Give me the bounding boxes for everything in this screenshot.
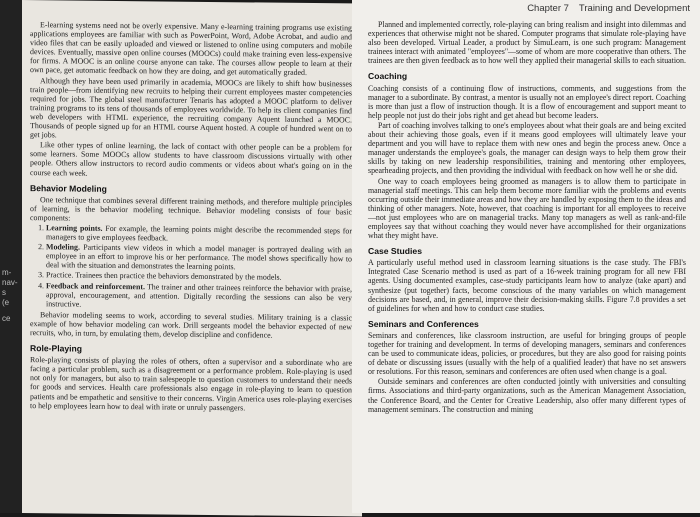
- list-item-text: Practice. Trainees then practice the behaviors demonstrated by the models.: [46, 270, 282, 283]
- paragraph: E-learning systems need not be overly expensive. Many e-learning training programs use existing applications employees are familiar with such as PowerPoint, Word, Adobe Acrobat, and audio and video files that can be easily uploaded and viewed or listened to online using computers and mobile devices. Eventually, massive open online courses (MOOCs) could make training even less-expensive for firms. A MOOC is an online course anyone can take. The courses allow people to learn at their own pace, get automatic feedback on how they are doing, and get automatically graded.: [30, 20, 352, 78]
- list-item-text: The trainer and other trainees reinforce the behavior with praise, approval, encouragement, and attention. Digitally recording the sessions can also be very instructive.: [46, 281, 352, 309]
- paragraph: Part of coaching involves talking to one's employees about what their goals are and being excited about their achieving those goals, even if it means good employees will ultimately leave your department and you will have to replace them with new ones and begin the process anew. Once a manager understands the employee's goals, the manager can design ways to help them grow their skills by taking on new leadership responsibilities, training and mentoring other employees, spearheading projects, and then providing the individual with feedback on how well he or she did.: [368, 120, 686, 176]
- chapter-number: Chapter 7: [527, 3, 569, 14]
- paragraph: One way to coach employees being groomed as managers is to allow them to participate in managerial staff meetings. This can help them become more familiar with the problems and events occurring outside their immediate areas and how they are handled by exposing them to the ideas and thinking of other managers. Note, however, that coaching is important for all employees to receive—not just employees who are on managerial tracks. Many top managers as well as rank-and-file employees say that without coaching they would never have accomplished for their organizations what they might have.: [368, 176, 686, 241]
- list-item: [46, 242, 352, 272]
- list-item-lead: Learning points.: [46, 223, 103, 233]
- paragraph: Like other types of online learning, the lack of contact with other people can be a problem for some learners. Some MOOCs allow students to have classroom discussions virtually with other people. Others allow instructors to record audio comments or videos about what's going on in the course each week.: [30, 140, 352, 178]
- gutter-mark: s: [2, 288, 6, 297]
- list-item: [46, 223, 352, 244]
- list-item-text: Participants view videos in which a model manager is portrayed dealing with an employee in an effort to improve his or her performance. The model shows specifically how to deal with the situation and demonstrates the learning points.: [46, 242, 352, 272]
- running-header: [527, 3, 690, 14]
- paragraph: Planned and implemented correctly, role-playing can bring realism and insight into dilemmas and experiences that otherwise might not be shared. Computer programs that simulate role-playing have also been developed. Virtual Leader, a product by SimuLearn, is one such program: Management trainees interact with animated "employees"—some of whom are more cooperative than others. The trainees are then given feedback as to how well they applied their managerial skills to each situation.: [368, 20, 686, 66]
- gutter-mark: nav-: [2, 278, 18, 287]
- paragraph: Although they have been used primarily in academia, MOOCs are likely to shift how businesses train people—from identifying new recruits to helping their current employees master competencies required for jobs. The global steel manufacturer Tenaris has adopted a MOOC platform to deliver training programs to its tens of thousands of employees worldwide. To help its client companies find web developers with HTML experience, the recruiting company Aquent launched a MOOC. Thousands of people signed up for an HTML course Aquent hosted. A couple of hundred went on to get jobs.: [30, 75, 352, 140]
- chapter-title: Training and Development: [578, 3, 690, 14]
- gutter-mark: m-: [2, 268, 12, 277]
- section-heading-coaching: Coaching: [368, 71, 408, 82]
- left-page: [22, 0, 362, 517]
- paragraph: Behavior modeling seems to work, according to several studies. Military training is a classic example of how behavior modeling can work. Drill sergeants model the behavior expected of new recruits, who, in turn, by emulating them, develop discipline and confidence.: [30, 310, 352, 340]
- gutter-mark: (e: [2, 298, 10, 307]
- list-item-lead: Modeling.: [46, 242, 80, 252]
- list-item-lead: Feedback and reinforcement.: [46, 280, 145, 291]
- paragraph: Seminars and conferences, like classroom instruction, are useful for bringing groups of people together for training and development. In terms of developing managers, seminars and conferences can be used to communicate ideas, policies, or procedures, but they are also good for raising points of debate or discussing issues (usually with the help of a qualified leader) that have no set answers or resolutions. For this reason, seminars and conferences are often used when change is a goal.: [368, 330, 686, 377]
- right-page: [352, 0, 700, 513]
- section-heading-role-playing: Role-Playing: [30, 343, 83, 354]
- paragraph: One technique that combines several different training methods, and therefore multiple principles of learning, is the behavior modeling technique. Behavior modeling consists of four basic components:: [30, 194, 352, 223]
- paragraph: Outside seminars and conferences are often conducted jointly with universities and consulting firms. Associations and third-party organizations, such as the American Management Association, the Conference Board, and the Center for Creative Leadership, also offer many different types of management seminars. The construction and mining: [368, 377, 686, 414]
- list-item: [46, 281, 352, 311]
- left-column: [30, 20, 352, 414]
- section-heading-behavior-modeling: Behavior Modeling: [30, 182, 107, 194]
- section-heading-seminars: Seminars and Conferences: [368, 318, 479, 329]
- right-column: [368, 20, 686, 415]
- section-heading-case-studies: Case Studies: [368, 246, 422, 257]
- behavior-modeling-list: [30, 223, 352, 311]
- paragraph: Coaching consists of a continuing flow of instructions, comments, and suggestions from the manager to a subordinate. By contrast, a mentor is usually not an employee's direct report. Coaching is more than just a flow of instruction though. It is a flow of encouragement and support meant to help people not just do their jobs right and get ahead but become leaders.: [368, 83, 686, 120]
- list-item-text: For example, the learning points might describe the recommended steps for managers to give employees feedback.: [46, 223, 352, 243]
- paragraph: A particularly useful method used in classroom learning situations is the case study. The FBI's Integrated Case Scenario method is used as part of a 16-week training program for all new FBI agents. Using documented examples, case-study participants learn how to analyze (take apart) and synthesize (put together) facts, become conscious of the many variables on which management decisions are based, and, in general, improve their decision-making skills. Figure 7.8 provides a set of guidelines for when and how to conduct case studies.: [368, 258, 686, 313]
- gutter-mark: ce: [2, 314, 11, 323]
- paragraph: Role-playing consists of playing the roles of others, often a supervisor and a subordinate who are facing a particular problem, such as a disagreement or a performance problem. Role-playing is used not only for managers, but also to train salespeople to question customers to understand their needs for goods and services. Health care professionals also engage in role-playing to learn to question patients and be empathetic and sensitive to their concerns. Virgin America uses role-playing exercises to help employees learn how to deal with irate or unruly passengers.: [30, 355, 352, 412]
